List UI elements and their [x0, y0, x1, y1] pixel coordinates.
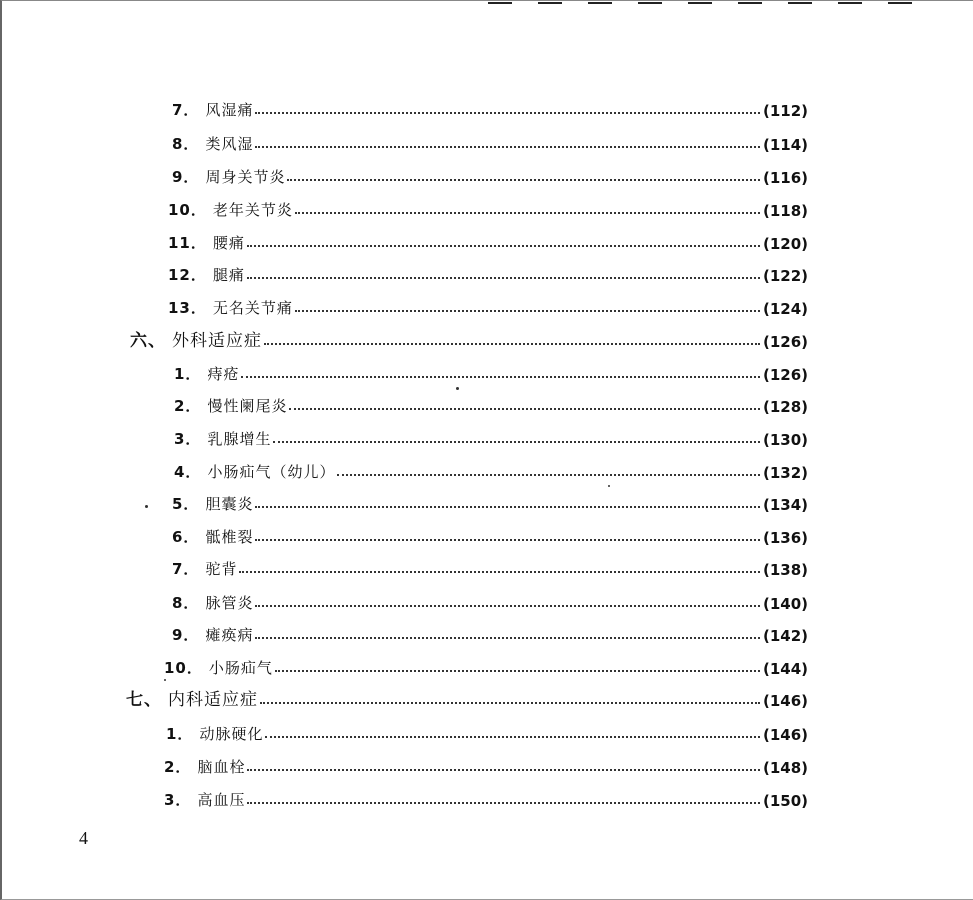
toc-entry-page: (124): [762, 300, 808, 318]
toc-entry-title: 胆囊炎: [205, 495, 254, 513]
scan-speck: [456, 387, 459, 390]
toc-entry-number: 5．: [172, 495, 200, 513]
toc-entry-title: 慢性阑尾炎: [207, 397, 288, 415]
toc-entry-number: 6．: [172, 528, 200, 546]
toc-entry-title: 小肠疝气（幼儿）: [207, 463, 336, 481]
toc-entry-page: (140): [762, 595, 808, 613]
toc-entry-number: 4．: [174, 463, 202, 481]
toc-entry-page: (146): [762, 726, 808, 744]
toc-section-number: 七、: [126, 690, 162, 710]
toc-entry-number: 9．: [172, 626, 200, 644]
toc-entry-number: 8．: [172, 594, 200, 612]
dot-leader: [241, 375, 760, 378]
toc-entry: [164, 654, 808, 678]
toc-entry-number: 11．: [168, 234, 207, 252]
dot-leader: [287, 178, 760, 181]
scan-speck: [608, 485, 610, 487]
scan-speck: [145, 505, 148, 508]
top-edge-dashes: [488, 2, 912, 4]
toc-entry: [174, 458, 808, 482]
dot-leader: [247, 768, 760, 771]
toc-entry: [172, 96, 808, 120]
dot-leader: [255, 636, 760, 639]
toc-entry: [172, 555, 808, 579]
toc-entry-number: 12．: [168, 266, 207, 284]
toc-entry-page: (134): [762, 496, 808, 514]
toc-entry-page: (130): [762, 431, 808, 449]
toc-entry-number: 3．: [174, 430, 202, 448]
toc-section-number: 六、: [130, 331, 166, 351]
dot-leader: [247, 801, 760, 804]
toc-entry: [164, 786, 808, 810]
toc-entry-page: (148): [762, 759, 808, 777]
dot-leader: [255, 604, 760, 607]
toc-entry-number: 8．: [172, 135, 200, 153]
toc-entry-title: 动脉硬化: [199, 725, 264, 743]
toc-entry-title: 痔疮: [207, 365, 240, 383]
toc-entry-page: (136): [762, 529, 808, 547]
toc-section-title: 内科适应症: [168, 690, 258, 710]
dot-leader: [265, 735, 760, 738]
toc-entry: [172, 163, 808, 187]
toc-entry-number: 1．: [174, 365, 202, 383]
toc-entry: [164, 753, 808, 777]
toc-entry: [172, 130, 808, 154]
page-number: 4: [79, 828, 88, 848]
toc-entry-title: 驼背: [205, 560, 238, 578]
toc-entry-number: 7．: [172, 560, 200, 578]
toc-entry-page: (118): [762, 202, 808, 220]
toc-entry-title: 无名关节痛: [212, 299, 293, 317]
scan-speck: [164, 679, 166, 681]
toc-entry-number: 1．: [166, 725, 194, 743]
dot-leader: [289, 407, 760, 410]
dot-leader: [255, 538, 760, 541]
toc-entry-page: (128): [762, 398, 808, 416]
toc-entry-page: (132): [762, 464, 808, 482]
toc-entry-page: (116): [762, 169, 808, 187]
toc-entry-title: 高血压: [197, 791, 246, 809]
toc-entry: [172, 490, 808, 514]
toc-entry-title: 风湿痛: [205, 101, 254, 119]
toc-entry: [168, 196, 808, 220]
toc-entry-page: (114): [762, 136, 808, 154]
toc-entry-number: 9．: [172, 168, 200, 186]
toc-entry: [168, 261, 808, 285]
toc-section-page: (126): [762, 333, 808, 351]
toc-entry-title: 腿痛: [212, 266, 245, 284]
toc-entry-title: 骶椎裂: [205, 528, 254, 546]
toc-entry: [168, 294, 808, 318]
toc-entry-page: (122): [762, 267, 808, 285]
toc-entry-page: (126): [762, 366, 808, 384]
toc-entry-title: 乳腺增生: [207, 430, 272, 448]
toc-entry-number: 7．: [172, 101, 200, 119]
toc-entry-title: 瘫痪病: [205, 626, 254, 644]
toc-entry-title: 脉管炎: [205, 594, 254, 612]
toc-section-title: 外科适应症: [172, 331, 262, 351]
dot-leader: [337, 473, 760, 476]
toc-entry-title: 小肠疝气: [208, 659, 273, 677]
toc-entry: [174, 425, 808, 449]
toc-entry: [172, 621, 808, 645]
dot-leader: [273, 440, 760, 443]
toc-entry-page: (120): [762, 235, 808, 253]
toc-entry: [174, 392, 808, 416]
dot-leader: [255, 145, 760, 148]
dot-leader: [255, 111, 760, 114]
dot-leader: [295, 211, 760, 214]
dot-leader: [239, 570, 760, 573]
toc-section-heading: [126, 686, 808, 710]
toc-entry: [172, 523, 808, 547]
toc-entry-number: 10．: [164, 659, 203, 677]
dot-leader: [275, 669, 760, 672]
dot-leader: [247, 244, 760, 247]
toc-section-page: (146): [762, 692, 808, 710]
toc-entry-number: 13．: [168, 299, 207, 317]
toc-entry-page: (150): [762, 792, 808, 810]
toc-entry-page: (112): [762, 102, 808, 120]
toc-entry-page: (142): [762, 627, 808, 645]
toc-entry-title: 腰痛: [212, 234, 245, 252]
toc-entry-page: (138): [762, 561, 808, 579]
toc-entry-title: 老年关节炎: [212, 201, 293, 219]
dot-leader: [255, 505, 760, 508]
dot-leader: [260, 701, 760, 704]
toc-entry-title: 周身关节炎: [205, 168, 286, 186]
toc-entry-page: (144): [762, 660, 808, 678]
toc-entry: [172, 589, 808, 613]
toc-entry-title: 类风湿: [205, 135, 254, 153]
toc-entry: [166, 720, 808, 744]
toc-section-heading: [130, 327, 808, 351]
toc-entry-title: 脑血栓: [197, 758, 246, 776]
toc-entry: [174, 360, 808, 384]
toc-entry-number: 10．: [168, 201, 207, 219]
dot-leader: [264, 342, 760, 345]
toc-entry-number: 3．: [164, 791, 192, 809]
toc-entry-number: 2．: [174, 397, 202, 415]
dot-leader: [247, 276, 760, 279]
toc-entry: [168, 229, 808, 253]
toc-entry-number: 2．: [164, 758, 192, 776]
dot-leader: [295, 309, 760, 312]
